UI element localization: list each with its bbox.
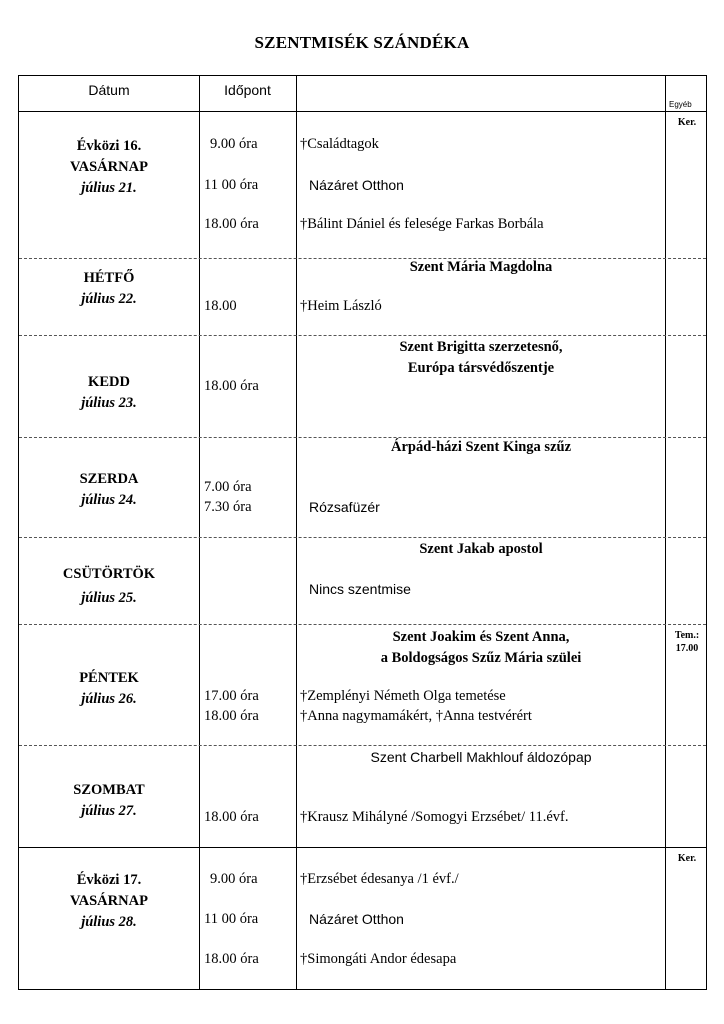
mass-intention: †Bálint Dániel és felesége Farkas Borbála (300, 216, 544, 232)
day-date: július 27. (81, 803, 137, 819)
day-cell (19, 372, 199, 414)
mass-intention: †Zemplényi Németh Olga temetése (300, 688, 506, 704)
mass-intention: †Krausz Mihályné /Somogyi Erzsébet/ 11.évf. (300, 809, 569, 825)
note-cell: Tem.: 17.00 (674, 630, 700, 654)
row-separator (19, 847, 706, 848)
page-title: SZENTMISÉK SZÁNDÉKA (254, 33, 470, 52)
day-name: HÉTFŐ (83, 270, 135, 286)
mass-time: 11 00 óra (204, 177, 259, 193)
mass-intention: Názáret Otthon (309, 911, 404, 927)
feast-name: Szent Joakim és Szent Anna, a Boldogságos Szűz Mária szülei (380, 629, 582, 666)
day-cell (19, 668, 199, 710)
header-separator (19, 111, 706, 112)
mass-intention: Nincs szentmise (309, 581, 411, 597)
feast-name: Szent Charbell Makhlouf áldozópap (370, 749, 592, 765)
mass-time: 11 00 óra (204, 911, 259, 927)
day-label: Évközi 17. (76, 872, 142, 888)
mass-intention: †Anna nagymamákért, †Anna testvérért (300, 708, 532, 724)
day-name: KEDD (88, 374, 130, 390)
day-date: július 28. (81, 914, 137, 930)
note-cell: Ker. (677, 117, 697, 128)
mass-intention: †Heim László (300, 298, 382, 314)
day-name: PÉNTEK (79, 670, 139, 686)
column-divider (296, 76, 297, 989)
day-date: július 24. (81, 492, 137, 508)
header-other: Egyéb (669, 100, 692, 109)
day-cell (19, 469, 199, 511)
row-separator (19, 335, 706, 336)
day-date: július 26. (81, 691, 137, 707)
mass-time: 18.00 óra (204, 708, 259, 724)
day-date: július 23. (81, 395, 137, 411)
row-separator (19, 537, 706, 538)
day-name: VASÁRNAP (70, 893, 148, 909)
schedule-table (18, 75, 707, 990)
mass-intention: †Erzsébet édesanya /1 évf./ (300, 871, 459, 887)
mass-intention: †Családtagok (300, 136, 379, 152)
day-date: július 22. (81, 291, 137, 307)
row-separator (19, 745, 706, 746)
mass-intention: Rózsafüzér (309, 499, 380, 515)
feast-name: Szent Jakab apostol (419, 541, 543, 557)
mass-time: 17.00 óra (204, 688, 259, 704)
header-time: Időpont (224, 82, 271, 98)
column-divider (199, 76, 200, 989)
feast-name: Szent Brigitta szerzetesnő, Európa társvédőszentje (399, 339, 563, 376)
feast-name: Árpád-házi Szent Kinga szűz (390, 439, 572, 455)
day-label: Évközi 16. (76, 138, 142, 154)
mass-time: 18.00 óra (204, 951, 259, 967)
day-date: július 21. (81, 180, 137, 196)
note-cell: Ker. (677, 853, 697, 864)
day-cell (19, 562, 199, 610)
feast-name: Szent Mária Magdolna (409, 259, 553, 275)
day-date: július 25. (81, 590, 137, 606)
day-name: VASÁRNAP (70, 159, 148, 175)
mass-time: 18.00 óra (204, 809, 259, 825)
day-cell (19, 136, 199, 199)
day-name: SZOMBAT (73, 782, 145, 798)
row-separator (19, 624, 706, 625)
day-name: SZERDA (79, 471, 139, 487)
mass-time: 18.00 óra (204, 216, 259, 232)
header-date: Dátum (88, 82, 130, 98)
mass-time: 7.00 óra (204, 479, 252, 495)
day-cell (19, 870, 199, 933)
day-name: CSÜTÖRTÖK (62, 566, 156, 582)
mass-time: 9.00 óra (210, 136, 258, 152)
mass-intention: Názáret Otthon (309, 177, 404, 193)
mass-time: 18.00 óra (204, 378, 259, 394)
day-cell (19, 780, 199, 822)
day-cell (19, 268, 199, 310)
mass-time: 18.00 (204, 298, 237, 314)
mass-intention: †Simongáti Andor édesapa (300, 951, 457, 967)
mass-time: 7.30 óra (204, 499, 252, 515)
mass-time: 9.00 óra (210, 871, 258, 887)
